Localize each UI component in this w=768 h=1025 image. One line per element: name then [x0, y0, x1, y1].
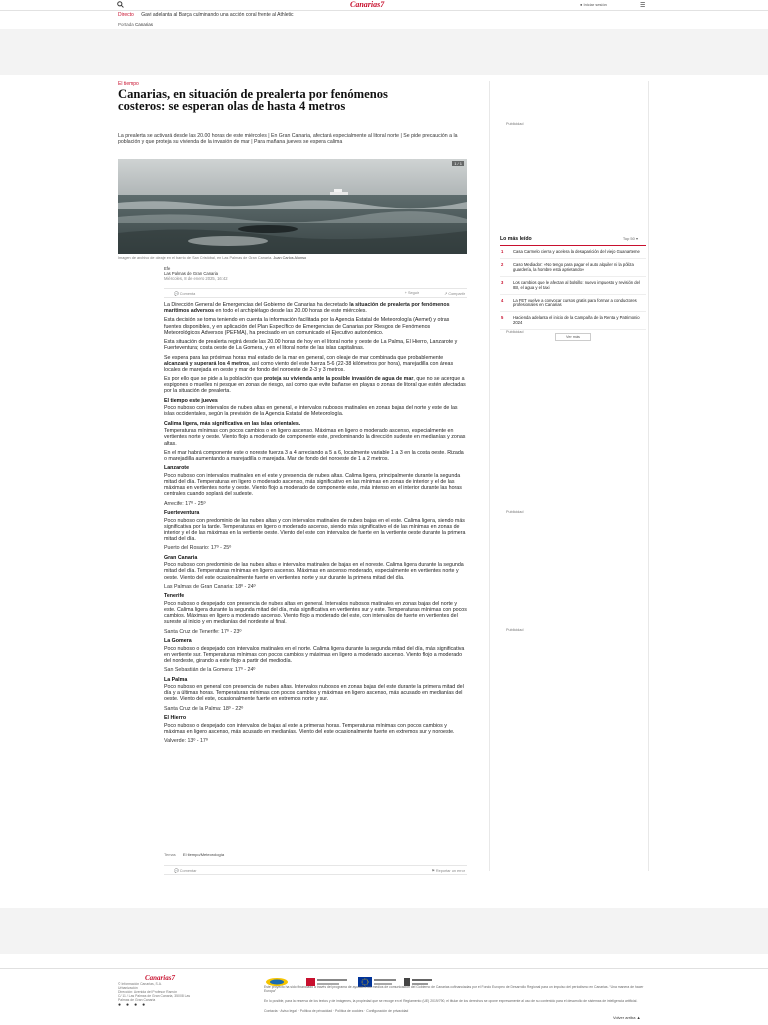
breadcrumb — [118, 22, 153, 27]
item-text: La FET vuelve a convocar cursos gratis para formar a conductores profesionales en Canarias — [513, 297, 637, 308]
sea-image — [118, 159, 467, 254]
photo-counter: 1 / 1 — [454, 161, 462, 166]
most-read-widget — [500, 236, 646, 341]
island-heading-la-palma: La Palma — [164, 676, 188, 683]
login-label: Iniciar sesión — [583, 2, 607, 7]
item-number: 4 — [501, 297, 504, 303]
ad-label: Publicidad — [506, 628, 524, 632]
island-heading-lanzarote: Lanzarote — [164, 465, 190, 472]
list-item[interactable] — [500, 315, 646, 330]
follow-button[interactable] — [405, 291, 419, 295]
island-temp-fuerteventura: Puerto del Rosario: 17º - 25º — [164, 545, 232, 552]
sidebar — [489, 81, 649, 871]
ad-banner-top — [0, 29, 768, 75]
item-text: Casa Carmelo cierra y acelera la desaparición del viejo Guanarteme — [513, 249, 640, 254]
island-text-la-gomera: Poco nuboso o despejado con intervalos matinales en el norte. Calima ligera durante la segunda mitad del día, más significativa en vertiente sur. Temperaturas mínimas con pocos cambios y máximas en ligero a moderado ascenso. Viento flojo a moderado del nordeste, girando a este flojo a partir del mediodía. — [164, 645, 465, 664]
forecast-temps: Temperaturas mínimas con pocos cambios o en ligero ascenso. Máximas en ligero o moderado ascenso, especialmente en vertientes norte y oeste. Viento flojo a moderado de componente este, predominando la dirección sudeste en medianías y zonas altas. — [164, 428, 466, 447]
x-icon[interactable]: ● — [126, 1002, 135, 1008]
site-logo[interactable]: Canarias7 — [350, 0, 385, 9]
paragraph-5 — [164, 376, 467, 394]
most-read-filter[interactable] — [623, 236, 638, 241]
company-info — [118, 982, 218, 1002]
island-heading-el-hierro: El Hierro — [164, 715, 187, 722]
flag-icon: ⚑ — [431, 868, 435, 873]
company-line: Dirección: Avenida del Profesor Ramón — [118, 990, 178, 994]
item-number: 5 — [501, 315, 504, 321]
paragraph-text: , así como viento del este fuerza 5-6 (22-38 kilómetros por hora), marejadilla con áreas locales de marejada en oeste y mar de fondo del noroeste de 2-3 y 3 metros. — [164, 360, 454, 373]
paragraph-3 — [164, 339, 467, 351]
forecast-intro: Poco nuboso con intervalos de nubes altas en general, e intervalos nubosos matinales en zonas bajas del norte y este de las islas occidentales, según la previsión de la Agencia Estatal de Meteorología. — [164, 405, 458, 418]
paragraph-text: en todo el archipiélago desde las 20.00 horas de este miércoles. — [214, 308, 367, 315]
arrow-up-icon: ▲ — [636, 1015, 641, 1020]
island-heading-gran-canaria: Gran Canaria — [164, 554, 198, 561]
linkedin-icon[interactable]: ● — [142, 1002, 151, 1008]
paragraph-text: Esta decisión se toma teniendo en cuenta la información facilitada por la Agencia Estatal de Meteorología (Aemet) y otras fuentes disponibles, y en aplicación del Plan Específico de Emergencias de Canarias por Riesgos de Fenómenos Meteorológicos Adversos (PEFMA), ha precisado en un comunicado el Ejecutivo autonómico. — [164, 317, 450, 336]
ad-label: Publicidad — [506, 122, 524, 126]
photo-caption — [118, 256, 467, 260]
divider — [500, 245, 646, 246]
article-subtitle: La prealerta se activará desde las 20.00 horas de este miércoles | En Gran Canaria, afectará especialmente al litoral norte | Se pide precaución a la población y que proteja su vivienda de la invasión de mar | Para mañana jueves se espera calima — [118, 133, 458, 146]
photo-caption-text: Imagen de archivo de oleaje en el barrio de San Cristóbal, en Las Palmas de Gran Canaria. — [118, 256, 273, 260]
paragraph-bold: la situación de prealerta por fenómenos marítimos adversos — [164, 302, 450, 315]
hamburger-icon[interactable]: ☰ — [640, 3, 646, 9]
item-number: 1 — [501, 249, 504, 254]
paragraph-1 — [164, 302, 467, 314]
comment-label: Comenta — [179, 291, 196, 296]
breadcrumb-home[interactable]: Portada — [118, 22, 134, 27]
article-tags — [164, 852, 224, 857]
share-bar — [164, 288, 467, 298]
paragraph-text: , que no se acerque a espigones o muelles ni pesque en zonas de riesgo, así como que evite bañarse en playas o zonas de litoral que estén afectadas por la situación de prealerta. — [164, 376, 466, 395]
island-temp-la-palma: Santa Cruz de la Palma: 18º - 22º — [164, 705, 244, 712]
live-tag: Directo — [118, 12, 134, 18]
company-line: Palmas de Gran Canaria — [118, 998, 156, 1002]
list-item[interactable] — [500, 262, 646, 277]
instagram-icon[interactable]: ● — [134, 1002, 143, 1008]
island-temp-lanzarote: Arrecife: 17º - 25º — [164, 500, 206, 507]
comment-button[interactable] — [174, 291, 195, 296]
tag-link[interactable]: El tiempo/Meteorología — [182, 852, 225, 857]
company-line: © Información Canarias, S.A. — [118, 982, 162, 986]
article-body — [164, 302, 467, 748]
tags-label: Temas — [164, 852, 176, 857]
list-item[interactable] — [500, 280, 646, 295]
funding-notice: Este proyecto ha sido financiado a través del programa de ayudas a los medios de comunicación del Gobierno de Canarias cofinanciadas por el Fondo Europeo de Desarrollo Regional para un impulso del periodismo en Canarias. “Una manera de hacer Europa” — [264, 985, 644, 994]
island-temp-tenerife: Santa Cruz de Tenerife: 17º - 23º — [164, 628, 242, 635]
legal-links[interactable]: Contacta · Aviso legal · Política de privacidad · Política de cookies · Configuración de privacidad — [264, 1009, 409, 1013]
paragraph-text: Se espera para las próximas horas mal estado de la mar en general, con oleaje de mar combinada que probablemente — [164, 354, 444, 361]
item-text: Hacienda adelanta el inicio de la Campaña de la Renta y Patrimonio 2024 — [513, 315, 640, 326]
comment-icon: 💬 — [174, 868, 179, 873]
article-title: Canarias, en situación de prealerta por fenómenos costeros: se esperan olas de hasta 4 metros — [118, 87, 388, 113]
paragraph-text: La Dirección General de Emergencias del Gobierno de Canarias ha decretado — [164, 302, 350, 308]
share-label: Compartir — [448, 291, 465, 296]
paragraph-4 — [164, 355, 467, 373]
facebook-icon[interactable]: ● — [118, 1002, 127, 1008]
ai-rights-notice: En lo posible, para la reserva de los textos y de imágenes, la propiedad que se recoge en el Reglamento (UE) 2019/790, el titular de los derechos se opone expresamente al uso de su contenido para el desarrollo de sistemas de inteligencia artificial. — [264, 999, 638, 1003]
item-text: Caso Mediador: «No tengo para pagar el auto alquiler ni la póliza guardería, la hombre está aprietando» — [513, 261, 634, 272]
bottom-share-bar — [164, 865, 467, 875]
island-text-gran-canaria: Poco nuboso con predominio de las nubes altas e intervalos matinales de bajas en el noreste. Calima ligera durante la segunda mitad del día. Temperaturas mínimas en ligero ascenso. Máximas en ascenso moderado, especialmente en vertientes norte y oeste. Viento del este ocasionalmente fuerte en vertientes norte y sur durante la primera mitad del día. — [164, 562, 464, 581]
list-item[interactable] — [500, 298, 646, 313]
island-temp-gran-canaria: Las Palmas de Gran Canaria: 18º - 24º — [164, 583, 256, 590]
search-icon[interactable] — [117, 1, 124, 10]
chevron-down-icon: ▾ — [635, 236, 638, 241]
company-line: Urbanización — [118, 986, 138, 990]
forecast-sea: En el mar habrá componente este o noreste fuerza 3 a 4 arreciando a 5 a 6, localmente variable 1 a 3 en la costa oeste. Rizada o marejadilla aumentando a marejadilla o marejada. Mar de fondo del noroeste de 1 a 2 metros. — [164, 449, 464, 463]
island-heading-la-gomera: La Gomera — [164, 637, 192, 644]
ad-banner-bottom — [0, 908, 768, 954]
ad-label: Publicidad — [506, 330, 524, 334]
breadcrumb-current[interactable]: Canarias — [135, 22, 154, 27]
photo-credit: Juan Carlos Alonso — [273, 256, 307, 260]
top-bar — [0, 0, 768, 11]
island-heading-fuerteventura: Fuerteventura — [164, 510, 200, 517]
island-temp-la-gomera: San Sebastián de la Gomera: 17º - 24º — [164, 667, 256, 674]
island-text-tenerife: Poco nuboso o despejado con presencia de nubes altas en general. Intervalos nubosos matinales en zonas bajas del norte y este. Calima ligera durante la segunda mitad del día, más significativa en vertientes sur y este. Temperaturas mínimas con pocos cambios. Máximas en ligero a moderado ascenso. Viento flojo a moderado del este, con intervalos de fuerte en vertientes del sureste al inicio y en medianías del nordeste al final. — [164, 600, 467, 626]
back-to-top-label: Volver arriba — [613, 1015, 636, 1020]
forecast-heading: El tiempo este jueves — [164, 397, 218, 404]
report-error-label: Reportar un error — [435, 868, 465, 873]
calima-heading: Calima ligera, más significativa en las islas orientales. — [164, 420, 301, 427]
item-text: Los cambios que le afectan al bolsillo: nuevo impuesto y revisión del IBI, el agua y el taxi — [513, 279, 640, 290]
list-item[interactable] — [500, 249, 646, 259]
paragraph-text: Es por ello que se pide a la población que — [164, 376, 264, 383]
article-kicker[interactable]: El tiempo — [118, 81, 139, 87]
author-location: Las Palmas de Gran Canaria — [164, 271, 218, 276]
share-button[interactable] — [444, 291, 465, 296]
island-temp-el-hierro: Valverde: 13º - 17º — [164, 738, 208, 745]
comment-icon: 💬 — [174, 291, 179, 296]
bottom-comment-button[interactable] — [174, 868, 196, 873]
island-text-fuerteventura: Poco nuboso con predominio de las nubes altas y con intervalos matinales de nubes bajas en el este. Calima ligera, siendo más significativa por la tarde. Temperaturas en ligero o moderado ascenso, siendo más significativo el de las mínimas en zonas de interior y el de las máximas en la vertiente oeste. Viento del este con intervalos de fuerte en la vertiente oeste durante la primera mitad del día. — [164, 517, 466, 542]
paragraph-bold: alcanzará y superará los 4 metros — [164, 360, 250, 367]
filter-label: Top 50 — [622, 236, 635, 241]
bottom-comment-label: Comentar — [179, 868, 197, 873]
live-ribbon[interactable] — [118, 12, 650, 20]
island-text-el-hierro: Poco nuboso o despejado con intervalos de bajas al este a primeras horas. Temperaturas mínimas con pocos cambios y máximas en ligero ascenso, más acusado en medianías. Viento del este ocasionalmente fuerte en extremos sur y noroeste. — [164, 722, 455, 735]
ad-label: Publicidad — [506, 510, 524, 514]
paragraph-text: Esta situación de prealerta regirá desde las 20.00 horas de hoy en el litoral norte y oeste de La Palma, El Hierro, Lanzarote y Fuerteventura; costa oeste de La Gomera, y en el litoral norte de las islas capitalinas. — [164, 339, 458, 352]
paragraph-2 — [164, 317, 467, 335]
follow-icon: + — [404, 290, 407, 295]
social-links — [118, 1002, 150, 1008]
item-number: 3 — [501, 279, 504, 285]
footer — [0, 968, 768, 1025]
article-photo[interactable] — [118, 159, 467, 254]
item-number: 2 — [501, 261, 504, 267]
login-button[interactable] — [580, 2, 607, 7]
see-more-button[interactable]: Ver más — [555, 333, 591, 341]
company-line: C/ 11 / Las Palmas de Gran Canaria, 35008 Las — [118, 994, 191, 998]
article-date: Miércoles, 8 de enero 2025, 16:42 — [164, 276, 228, 281]
follow-label: Seguir — [408, 290, 419, 295]
article-byline — [164, 266, 228, 281]
author-name[interactable]: Efe — [164, 266, 171, 271]
user-icon: ● — [580, 2, 583, 7]
footer-logo[interactable]: Canarias7 — [145, 974, 175, 982]
report-error-button[interactable] — [431, 868, 465, 873]
most-read-header — [500, 236, 646, 244]
live-headline[interactable]: Gavi adelanta al Barça culminando una acción coral frente al Athletic — [141, 12, 294, 18]
island-text-lanzarote: Poco nuboso con intervalos matinales en el este y presencia de nubes altas. Calima ligera, principalmente durante la segunda mitad del día. Temperaturas en ligero o moderado ascenso, más significativo en las mínimas en zonas de interior y el de las máximas en vertientes norte y oeste. Viento flojo a moderado de componente este, más intenso en el interior durante las horas centrales cuando soplará del sudeste. — [164, 473, 462, 498]
back-to-top-button[interactable] — [613, 1015, 641, 1020]
share-icon: ↗ — [444, 291, 448, 296]
island-text-la-palma: Poco nuboso en general con presencia de nubes altas. Intervalos nubosos en zonas bajas del este durante la primera mitad del día y a últimas horas. Temperaturas mínimas con pocos cambios y máximas en ligero ascenso, más acusado en medianías del oeste. Viento del este, ocasionalmente fuerte en extremos norte y sur. — [164, 684, 464, 703]
paragraph-bold: proteja su vivienda ante la posible invasión de agua de mar — [263, 376, 414, 383]
most-read-title: Lo más leído — [500, 236, 532, 242]
island-heading-tenerife: Tenerife — [164, 593, 185, 600]
